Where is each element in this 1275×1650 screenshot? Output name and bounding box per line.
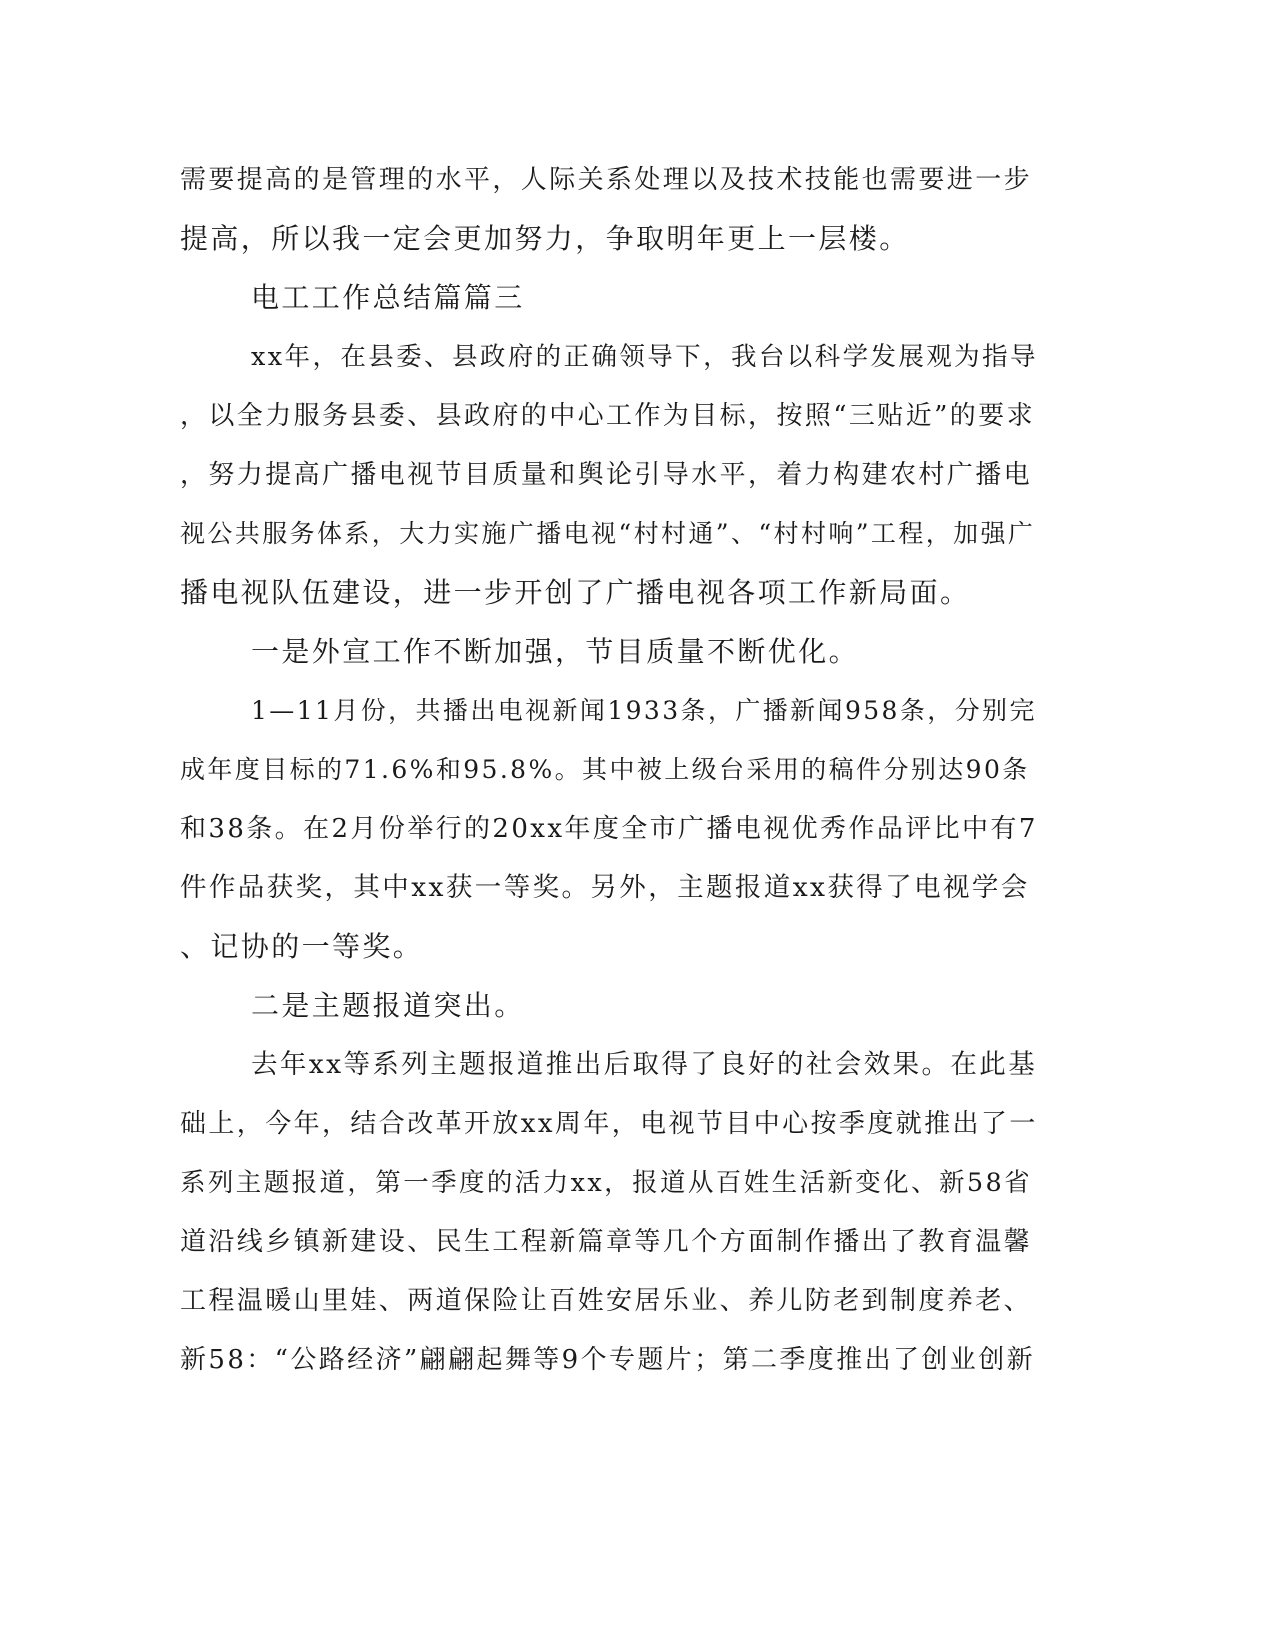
text-line: 工程温暖山里娃、两道保险让百姓安居乐业、养儿防老到制度养老、: [180, 1286, 1033, 1316]
text-line: 础上，今年，结合改革开放xx周年，电视节目中心按季度就推出了一: [180, 1109, 1038, 1139]
text-line: 成年度目标的71.6%和95.8%。其中被上级台采用的稿件分别达90条: [180, 755, 1030, 784]
text-line: 需要提高的是管理的水平，人际关系处理以及技术技能也需要进一步: [180, 165, 1033, 195]
text-line: 系列主题报道，第一季度的活力xx，报道从百姓生活新变化、新58省: [180, 1168, 1033, 1198]
text-line: ，以全力服务县委、县政府的中心工作为目标，按照“三贴近”的要求: [180, 401, 1035, 431]
subheading: 二是主题报道突出。: [251, 989, 525, 1022]
text-line: ，努力提高广播电视节目质量和舆论引导水平，着力构建农村广播电: [180, 460, 1033, 490]
text-line: 1—11月份，共播出电视新闻1933条，广播新闻958条，分别完: [251, 696, 1037, 725]
text-line: 提高，所以我一定会更加努力，争取明年更上一层楼。: [180, 222, 910, 255]
text-line: 视公共服务体系，大力实施广播电视“村村通”、“村村响”工程，加强广: [180, 519, 1036, 548]
text-line: 播电视队伍建设，进一步开创了广播电视各项工作新局面。: [180, 576, 971, 609]
text-line: 去年xx等系列主题报道推出后取得了良好的社会效果。在此基: [251, 1049, 1038, 1080]
text-line: 件作品获奖，其中xx获一等奖。另外，主题报道xx获得了电视学会: [180, 872, 1030, 903]
text-line: 道沿线乡镇新建设、民生工程新篇章等几个方面制作播出了教育温馨: [180, 1227, 1033, 1257]
text-line: 和38条。在2月份举行的20xx年度全市广播电视优秀作品评比中有7: [180, 814, 1038, 844]
subheading: 一是外宣工作不断加强，节目质量不断优化。: [251, 635, 860, 668]
section-heading: 电工工作总结篇篇三: [251, 281, 525, 314]
text-line: 新58：“公路经济”翩翩起舞等9个专题片；第二季度推出了创业创新: [180, 1345, 1036, 1375]
text-line: 、记协的一等奖。: [180, 930, 424, 963]
text-line: xx年，在县委、县政府的正确领导下，我台以科学发展观为指导: [251, 342, 1038, 372]
